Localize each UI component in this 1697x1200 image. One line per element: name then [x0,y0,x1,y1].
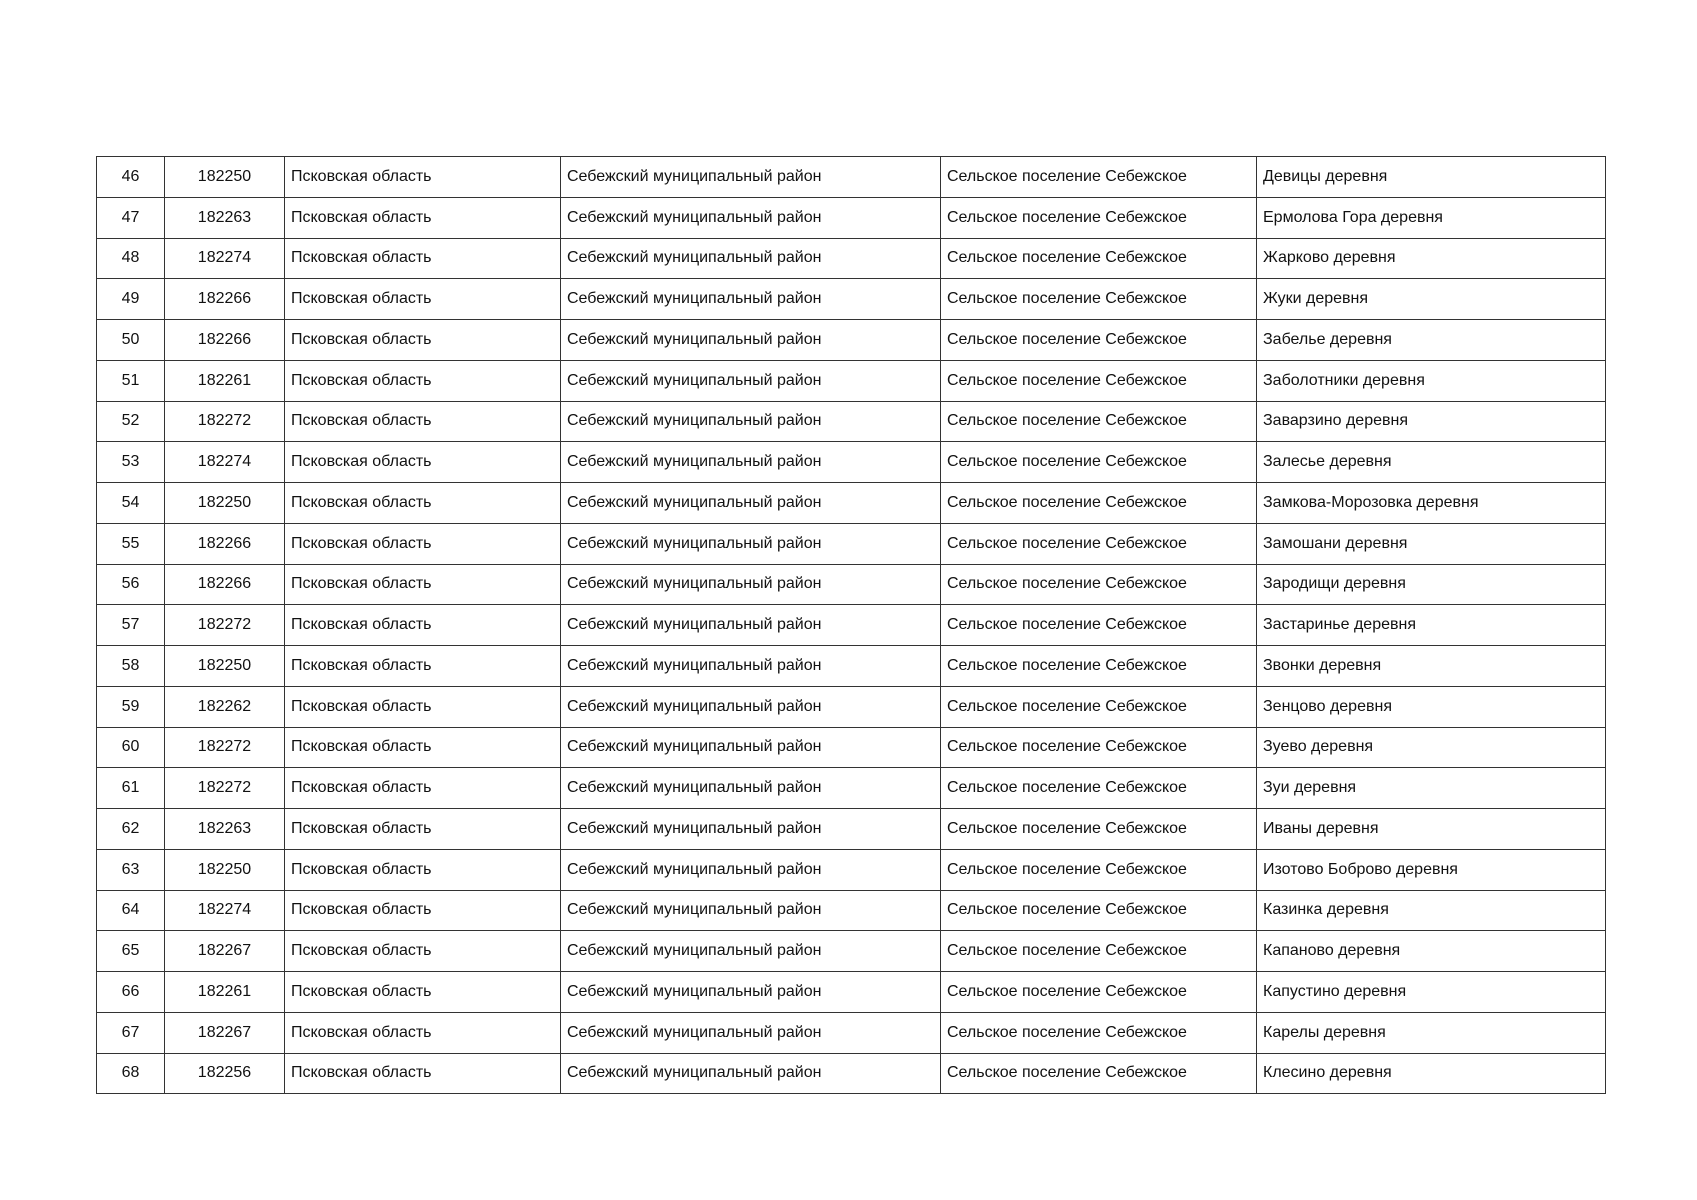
region-cell: Псковская область [285,157,561,198]
locality-cell: Забелье деревня [1257,320,1606,361]
row-number: 52 [97,401,165,442]
postal-index: 182274 [165,238,285,279]
row-number: 62 [97,809,165,850]
row-number: 51 [97,360,165,401]
region-cell: Псковская область [285,1012,561,1053]
table-row [97,890,1606,931]
postal-index: 182272 [165,727,285,768]
locality-cell: Изотово Боброво деревня [1257,849,1606,890]
locality-cell: Жарково деревня [1257,238,1606,279]
settlement-cell: Сельское поселение Себежское [941,768,1257,809]
postal-index: 182262 [165,686,285,727]
table-row [97,442,1606,483]
district-cell: Себежский муниципальный район [561,523,941,564]
district-cell: Себежский муниципальный район [561,360,941,401]
locality-cell: Зародищи деревня [1257,564,1606,605]
row-number: 56 [97,564,165,605]
settlement-cell: Сельское поселение Себежское [941,686,1257,727]
postal-index: 182272 [165,768,285,809]
postal-index: 182261 [165,360,285,401]
table-row [97,809,1606,850]
postal-index: 182256 [165,1053,285,1094]
table-row [97,238,1606,279]
region-cell: Псковская область [285,972,561,1013]
settlement-cell: Сельское поселение Себежское [941,360,1257,401]
settlement-cell: Сельское поселение Себежское [941,605,1257,646]
district-cell: Себежский муниципальный район [561,768,941,809]
region-cell: Псковская область [285,646,561,687]
region-cell: Псковская область [285,605,561,646]
table-body [97,157,1606,1094]
table-row [97,727,1606,768]
row-number: 54 [97,483,165,524]
postal-index: 182274 [165,442,285,483]
table-row [97,605,1606,646]
region-cell: Псковская область [285,564,561,605]
settlement-cell: Сельское поселение Себежское [941,320,1257,361]
region-cell: Псковская область [285,809,561,850]
district-cell: Себежский муниципальный район [561,605,941,646]
settlement-cell: Сельское поселение Себежское [941,442,1257,483]
locality-cell: Карелы деревня [1257,1012,1606,1053]
row-number: 55 [97,523,165,564]
region-cell: Псковская область [285,1053,561,1094]
district-cell: Себежский муниципальный район [561,849,941,890]
district-cell: Себежский муниципальный район [561,686,941,727]
postal-index: 182263 [165,197,285,238]
region-cell: Псковская область [285,890,561,931]
district-cell: Себежский муниципальный район [561,320,941,361]
locality-cell: Зуево деревня [1257,727,1606,768]
district-cell: Себежский муниципальный район [561,1053,941,1094]
locality-cell: Зуи деревня [1257,768,1606,809]
locality-cell: Казинка деревня [1257,890,1606,931]
district-cell: Себежский муниципальный район [561,157,941,198]
district-cell: Себежский муниципальный район [561,931,941,972]
district-cell: Себежский муниципальный район [561,1012,941,1053]
table-row [97,157,1606,198]
row-number: 63 [97,849,165,890]
postal-index: 182266 [165,523,285,564]
locality-cell: Жуки деревня [1257,279,1606,320]
table-row [97,523,1606,564]
settlement-cell: Сельское поселение Себежское [941,401,1257,442]
locality-cell: Зенцово деревня [1257,686,1606,727]
table-row [97,931,1606,972]
locality-cell: Замошани деревня [1257,523,1606,564]
district-cell: Себежский муниципальный район [561,197,941,238]
table-row [97,686,1606,727]
row-number: 68 [97,1053,165,1094]
district-cell: Себежский муниципальный район [561,238,941,279]
postal-index: 182250 [165,849,285,890]
postal-index: 182250 [165,646,285,687]
table-row [97,1053,1606,1094]
region-cell: Псковская область [285,279,561,320]
locality-cell: Капустино деревня [1257,972,1606,1013]
region-cell: Псковская область [285,238,561,279]
postal-index: 182267 [165,931,285,972]
table-row [97,972,1606,1013]
region-cell: Псковская область [285,727,561,768]
settlement-cell: Сельское поселение Себежское [941,1012,1257,1053]
locality-cell: Заварзино деревня [1257,401,1606,442]
row-number: 60 [97,727,165,768]
table-row [97,197,1606,238]
region-cell: Псковская область [285,320,561,361]
district-cell: Себежский муниципальный район [561,564,941,605]
settlement-cell: Сельское поселение Себежское [941,931,1257,972]
postal-index: 182263 [165,809,285,850]
postal-index: 182250 [165,483,285,524]
district-cell: Себежский муниципальный район [561,279,941,320]
row-number: 57 [97,605,165,646]
postal-index: 182272 [165,401,285,442]
table-row [97,1012,1606,1053]
row-number: 65 [97,931,165,972]
postal-index: 182272 [165,605,285,646]
postal-index: 182267 [165,1012,285,1053]
row-number: 67 [97,1012,165,1053]
table-row [97,646,1606,687]
postal-index: 182274 [165,890,285,931]
locality-cell: Клесино деревня [1257,1053,1606,1094]
table-row [97,768,1606,809]
region-cell: Псковская область [285,442,561,483]
row-number: 66 [97,972,165,1013]
region-cell: Псковская область [285,360,561,401]
region-cell: Псковская область [285,483,561,524]
row-number: 46 [97,157,165,198]
table-row [97,279,1606,320]
locality-cell: Звонки деревня [1257,646,1606,687]
settlement-cell: Сельское поселение Себежское [941,727,1257,768]
settlement-cell: Сельское поселение Себежское [941,972,1257,1013]
district-cell: Себежский муниципальный район [561,727,941,768]
locality-cell: Иваны деревня [1257,809,1606,850]
locality-cell: Замкова-Морозовка деревня [1257,483,1606,524]
postal-index: 182266 [165,279,285,320]
row-number: 50 [97,320,165,361]
locality-cell: Капаново деревня [1257,931,1606,972]
district-cell: Себежский муниципальный район [561,442,941,483]
postal-index: 182266 [165,320,285,361]
settlement-cell: Сельское поселение Себежское [941,849,1257,890]
settlements-table [96,156,1606,1094]
settlement-cell: Сельское поселение Себежское [941,523,1257,564]
settlement-cell: Сельское поселение Себежское [941,157,1257,198]
region-cell: Псковская область [285,768,561,809]
row-number: 58 [97,646,165,687]
settlement-cell: Сельское поселение Себежское [941,483,1257,524]
table-row [97,401,1606,442]
region-cell: Псковская область [285,849,561,890]
region-cell: Псковская область [285,523,561,564]
district-cell: Себежский муниципальный район [561,483,941,524]
region-cell: Псковская область [285,401,561,442]
district-cell: Себежский муниципальный район [561,401,941,442]
table-row [97,320,1606,361]
district-cell: Себежский муниципальный район [561,890,941,931]
region-cell: Псковская область [285,197,561,238]
settlement-cell: Сельское поселение Себежское [941,809,1257,850]
locality-cell: Девицы деревня [1257,157,1606,198]
settlement-cell: Сельское поселение Себежское [941,238,1257,279]
row-number: 53 [97,442,165,483]
row-number: 49 [97,279,165,320]
row-number: 61 [97,768,165,809]
settlement-cell: Сельское поселение Себежское [941,890,1257,931]
table-row [97,483,1606,524]
settlement-cell: Сельское поселение Себежское [941,197,1257,238]
settlement-cell: Сельское поселение Себежское [941,646,1257,687]
region-cell: Псковская область [285,686,561,727]
row-number: 47 [97,197,165,238]
locality-cell: Заболотники деревня [1257,360,1606,401]
table-row [97,564,1606,605]
row-number: 48 [97,238,165,279]
table-row [97,849,1606,890]
row-number: 59 [97,686,165,727]
district-cell: Себежский муниципальный район [561,809,941,850]
postal-index: 182250 [165,157,285,198]
postal-index: 182266 [165,564,285,605]
row-number: 64 [97,890,165,931]
region-cell: Псковская область [285,931,561,972]
district-cell: Себежский муниципальный район [561,972,941,1013]
postal-index: 182261 [165,972,285,1013]
locality-cell: Ермолова Гора деревня [1257,197,1606,238]
district-cell: Себежский муниципальный район [561,646,941,687]
settlement-cell: Сельское поселение Себежское [941,279,1257,320]
locality-cell: Застаринье деревня [1257,605,1606,646]
settlement-cell: Сельское поселение Себежское [941,564,1257,605]
locality-cell: Залесье деревня [1257,442,1606,483]
table-row [97,360,1606,401]
settlement-cell: Сельское поселение Себежское [941,1053,1257,1094]
